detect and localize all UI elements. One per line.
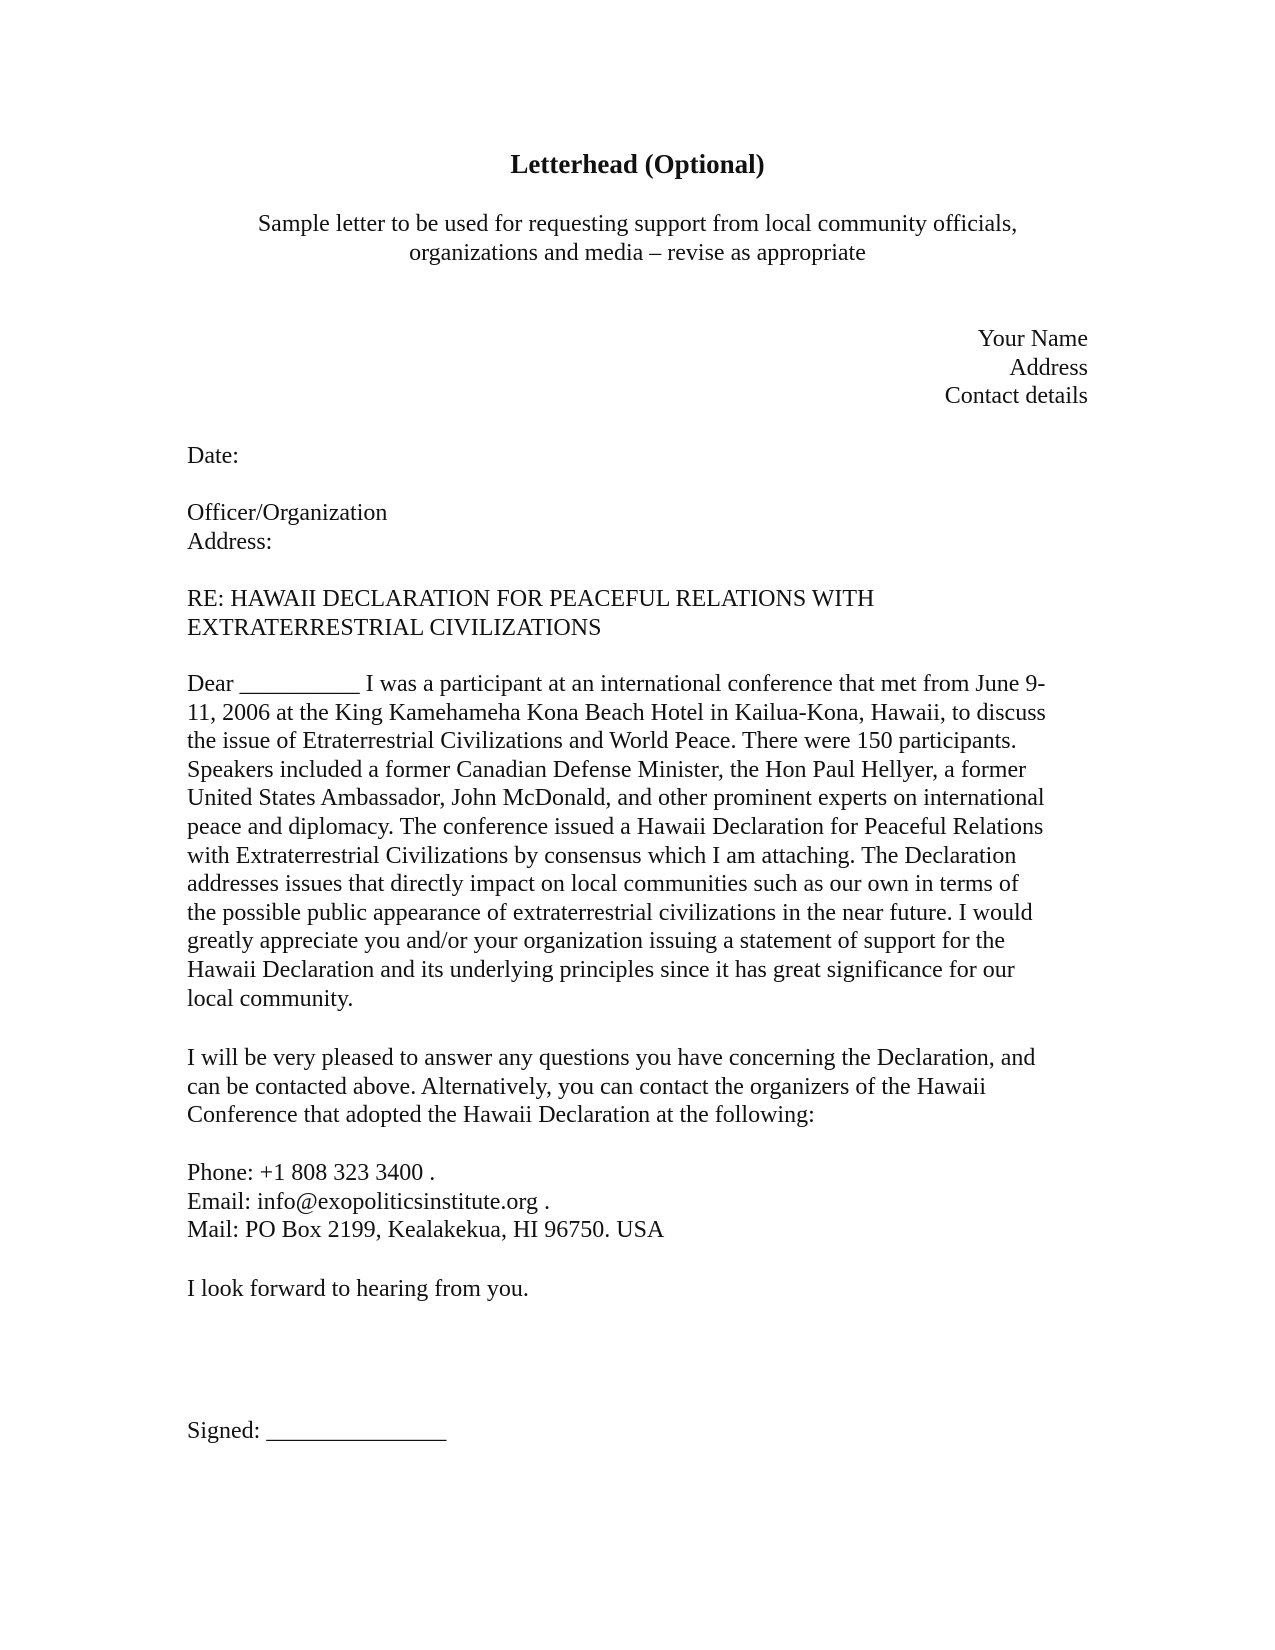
body-line: the issue of Etraterrestrial Civilizations and World Peace. There were 150 participants. xyxy=(187,728,1017,755)
body-line: addresses issues that directly impact on local communities such as our own in terms of xyxy=(187,871,1019,898)
body-paragraph xyxy=(187,670,1087,1013)
contact-email: Email: info@exopoliticsinstitute.org . xyxy=(187,1188,550,1215)
body-line: peace and diplomacy. The conference issued a Hawaii Declaration for Peaceful Relations xyxy=(187,813,1044,840)
body-line: United States Ambassador, John McDonald, and other prominent experts on international xyxy=(187,785,1045,812)
contact-mail: Mail: PO Box 2199, Kealakekua, HI 96750. USA xyxy=(187,1217,665,1244)
contact-phone: Phone: +1 808 323 3400 . xyxy=(187,1160,436,1186)
body-line: Dear __________ I was a participant at an international conference that met from June 9- xyxy=(187,671,1046,697)
closing-line: I look forward to hearing from you. xyxy=(187,1276,529,1302)
body-line: with Extraterrestrial Civilizations by consensus which I am attaching. The Declaration xyxy=(187,842,1017,869)
sender-block xyxy=(945,325,1088,411)
body-line: Hawaii Declaration and its underlying principles since it has great significance for our xyxy=(187,956,1015,983)
recipient-officer: Officer/Organization xyxy=(187,500,388,526)
recipient-block xyxy=(187,499,1087,556)
date-line: Date: xyxy=(187,443,239,469)
questions-line: can be contacted above. Alternatively, you can contact the organizers of the Hawaii xyxy=(187,1073,986,1100)
subject-line-text: RE: HAWAII DECLARATION FOR PEACEFUL RELATIONS WITH xyxy=(187,586,875,612)
body-line: the possible public appearance of extraterrestrial civilizations in the near future. I would xyxy=(187,899,1033,926)
body-line: local community. xyxy=(187,985,354,1012)
body-line: 11, 2006 at the King Kamehameha Kona Beach Hotel in Kailua-Kona, Hawaii, to discuss xyxy=(187,699,1046,726)
questions-line: I will be very pleased to answer any questions you have concerning the Declaration, and xyxy=(187,1045,1036,1071)
subtitle-line: organizations and media – revise as appropriate xyxy=(409,240,866,266)
sender-address: Address xyxy=(1009,354,1088,381)
body-line: greatly appreciate you and/or your organization issuing a statement of support for the xyxy=(187,928,1005,955)
subject-line-text: EXTRATERRESTRIAL CIVILIZATIONS xyxy=(187,614,602,641)
questions-line: Conference that adopted the Hawaii Declaration at the following: xyxy=(187,1102,815,1129)
sender-name: Your Name xyxy=(977,326,1088,352)
body-line: Speakers included a former Canadian Defense Minister, the Hon Paul Hellyer, a former xyxy=(187,756,1027,783)
letterhead-title: Letterhead (Optional) xyxy=(510,149,765,179)
subtitle-line: Sample letter to be used for requesting support from local community officials, xyxy=(257,211,1018,237)
subject-line xyxy=(187,585,1087,642)
recipient-address: Address: xyxy=(187,528,273,555)
signature-line: Signed: _______________ xyxy=(187,1418,447,1444)
sender-contact: Contact details xyxy=(944,383,1088,409)
contact-block xyxy=(187,1159,1087,1245)
letter-subtitle xyxy=(0,210,1275,268)
questions-paragraph xyxy=(187,1044,1087,1130)
